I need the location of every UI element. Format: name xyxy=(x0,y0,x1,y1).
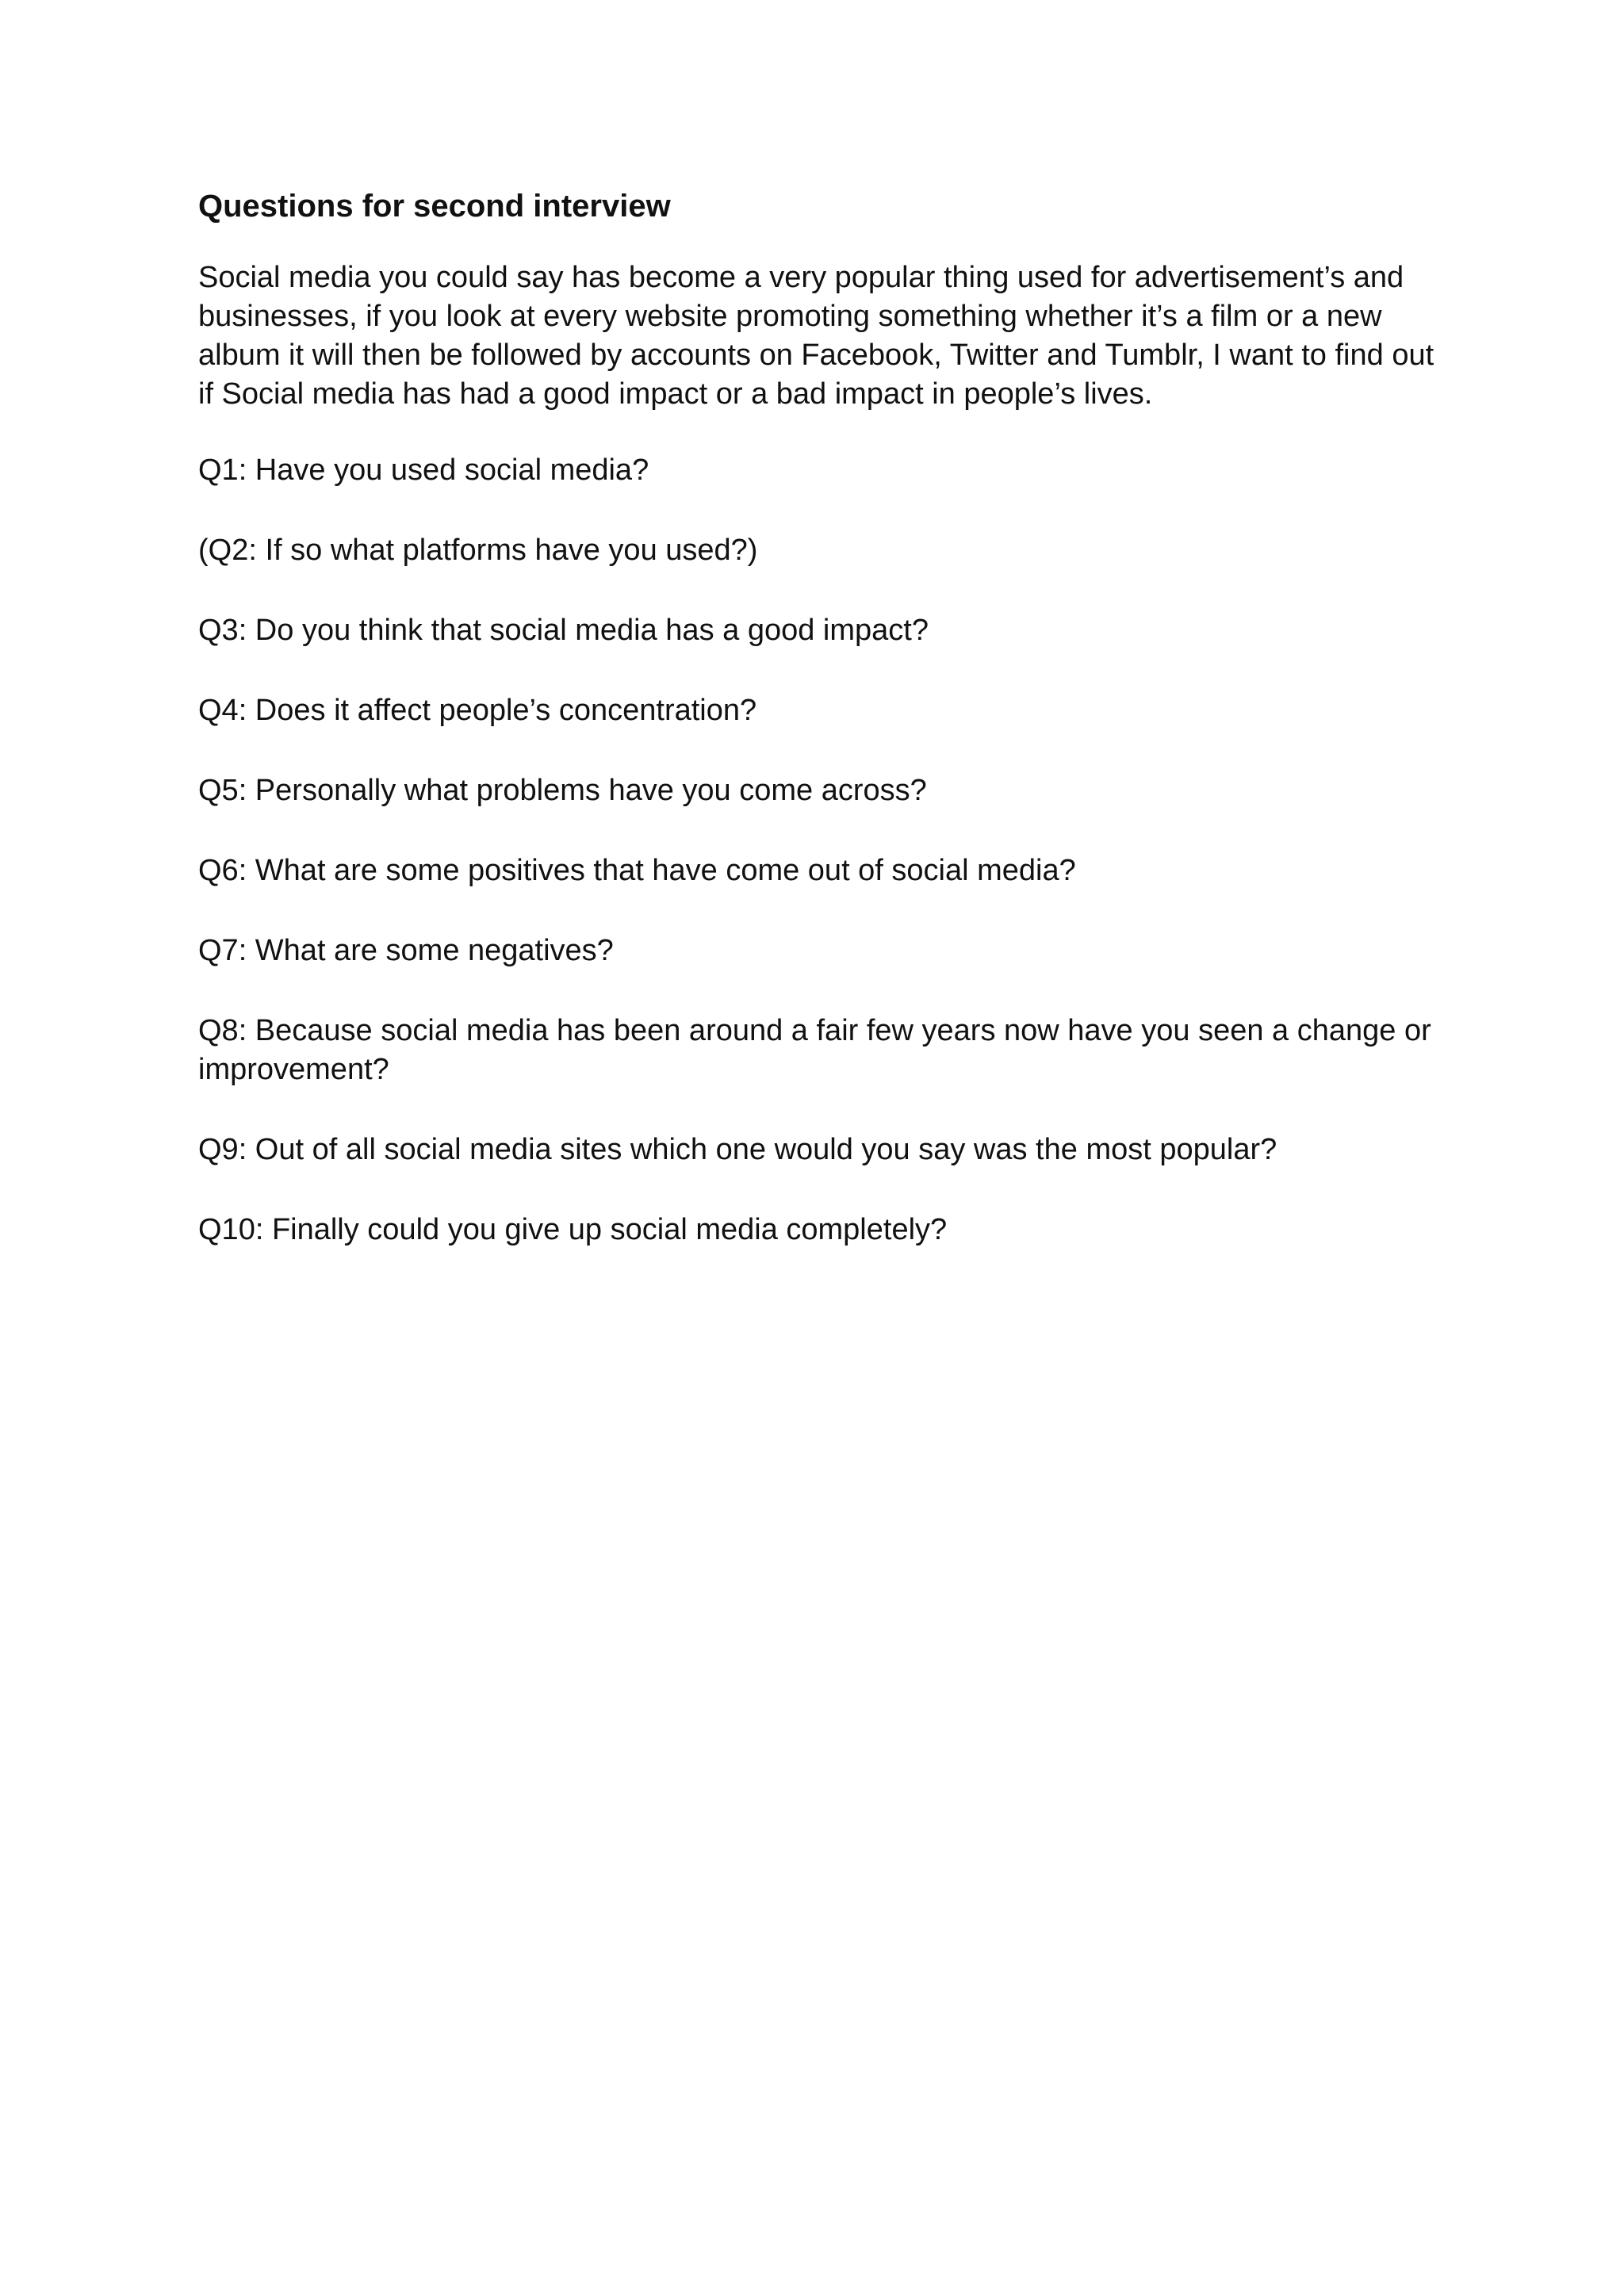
question-item-7: Q7: What are some negatives? xyxy=(198,934,614,967)
question-list xyxy=(198,451,1451,1249)
question-item-4: Q4: Does it affect people’s concentration? xyxy=(198,694,757,727)
question-item-2: (Q2: If so what platforms have you used?) xyxy=(198,534,758,567)
question-item-6: Q6: What are some positives that have come out of social media? xyxy=(198,854,1076,887)
intro-paragraph: Social media you could say has become a very popular thing used for advertisement’s and businesses, if you look at every website promoting something whether it’s a film or a new album it will then be followed by accounts on Facebook, Twitter and Tumblr, I want to find out if Social media has had a good impact or a bad impact in people’s lives. xyxy=(198,261,1434,411)
question-item-8: Q8: Because social media has been around a fair few years now have you seen a change or improvement? xyxy=(198,1014,1431,1086)
document-title: Questions for second interview xyxy=(198,189,671,224)
document-page xyxy=(198,187,1451,1291)
question-item-5: Q5: Personally what problems have you come across? xyxy=(198,774,927,807)
question-item-1: Q1: Have you used social media? xyxy=(198,453,649,487)
question-item-9: Q9: Out of all social media sites which one would you say was the most popular? xyxy=(198,1133,1277,1166)
question-item-3: Q3: Do you think that social media has a good impact? xyxy=(198,614,929,647)
question-item-10: Q10: Finally could you give up social media completely? xyxy=(198,1213,948,1246)
